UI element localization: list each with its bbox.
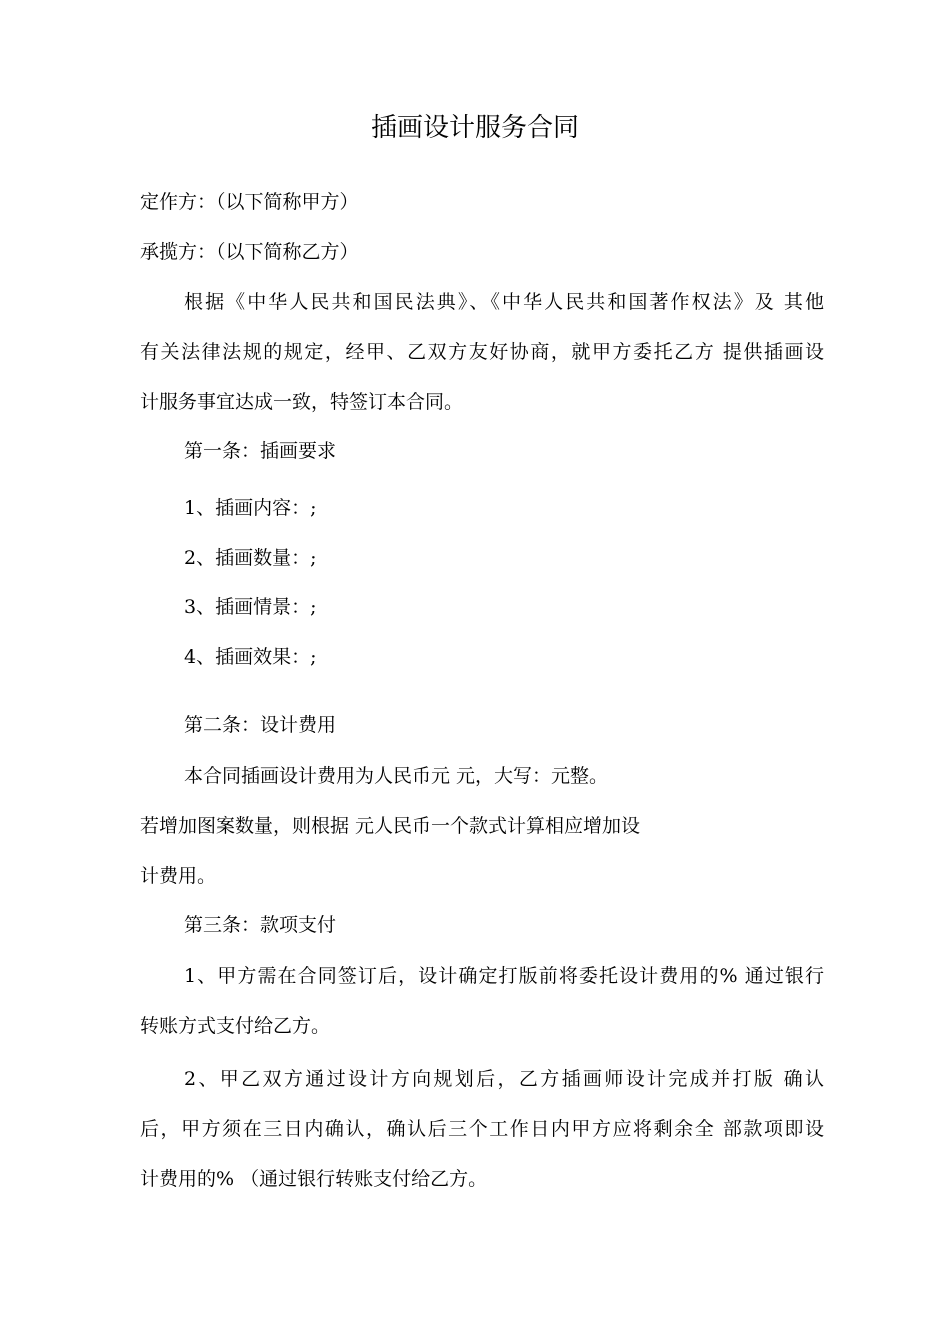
article2-line-1: 本合同插画设计费用为人民币元 元，大写：元整。 — [184, 765, 609, 787]
article1-item-1: 1、插画内容：; — [184, 497, 317, 519]
article3-heading: 第三条：款项支付 — [184, 914, 337, 936]
document-title: 插画设计服务合同 — [370, 113, 579, 143]
article1-item-2: 2、插画数量：; — [184, 547, 317, 569]
preamble-line-3: 计服务事宜达成一致，特签订本合同。 — [140, 391, 464, 413]
article3-item2-line-2: 后，甲方须在三日内确认，确认后三个工作日内甲方应将剩余全 部款项即设 — [140, 1118, 824, 1140]
preamble-line-2: 有关法律法规的规定，经甲、乙双方友好协商，就甲方委托乙方 提供插画设 — [140, 341, 824, 363]
article2-line-3: 计费用。 — [140, 865, 217, 887]
article3-item1-line-1: 1、甲方需在合同签订后，设计确定打版前将委托设计费用的% 通过银行 — [184, 965, 824, 987]
article3-item2-line-3: 计费用的% （通过银行转账支付给乙方。 — [140, 1168, 488, 1190]
article2-heading: 第二条：设计费用 — [184, 714, 337, 736]
party-b-line: 承揽方：（以下简称乙方） — [140, 241, 359, 263]
article3-item1-line-2: 转账方式支付给乙方。 — [140, 1015, 331, 1037]
article2-line-2: 若增加图案数量，则根据 元人民币一个款式计算相应增加设 — [140, 815, 641, 837]
article1-heading: 第一条：插画要求 — [184, 440, 337, 462]
preamble-line-1: 根据《中华人民共和国民法典》、《中华人民共和国著作权法》及 其他 — [184, 291, 824, 313]
party-a-line: 定作方：（以下简称甲方） — [140, 191, 359, 213]
article1-item-3: 3、插画情景：; — [184, 596, 317, 618]
article1-item-4: 4、插画效果：; — [184, 646, 317, 668]
article3-item2-line-1: 2、甲乙双方通过设计方向规划后，乙方插画师设计完成并打版 确认 — [184, 1068, 824, 1090]
